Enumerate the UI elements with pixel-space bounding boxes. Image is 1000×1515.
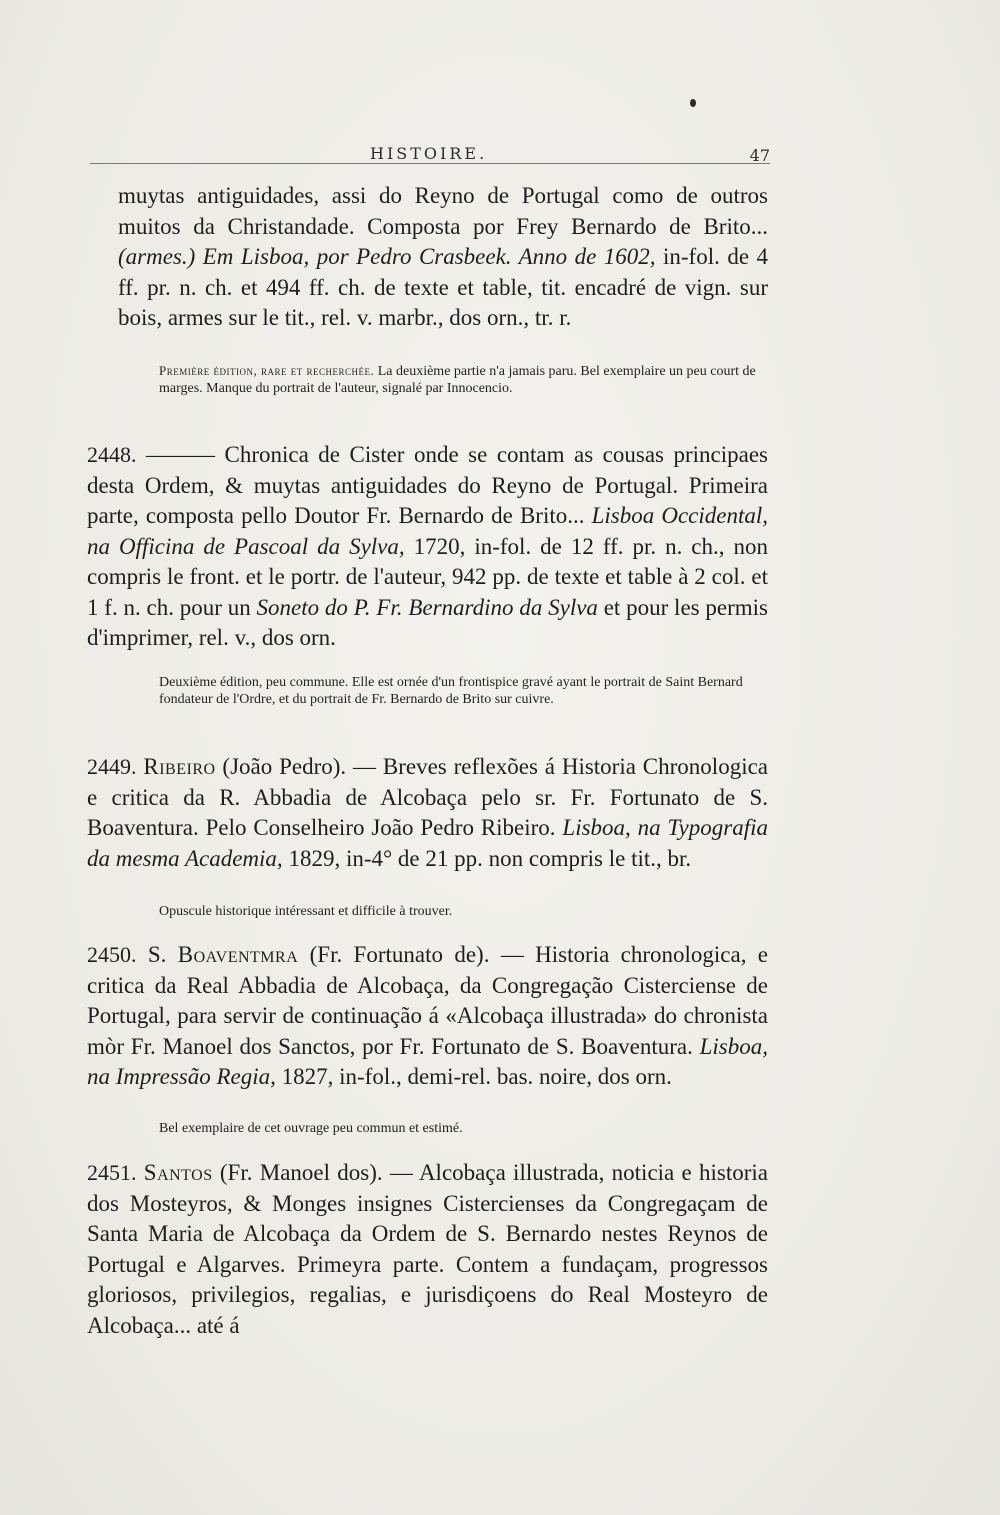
entry-number: 2451. (87, 1160, 137, 1185)
entry-note: Opuscule historique intéressant et difficile à trouver. (159, 904, 453, 919)
entry-italic-title: Soneto do P. Fr. Bernardino da Sylva (256, 594, 598, 620)
entry-number: 2449. (87, 754, 137, 779)
entry-text: et pour les permis d'imprimer, rel. v., dos orn. (87, 594, 768, 650)
page-number: 47 (749, 146, 770, 165)
entry-note (159, 362, 768, 397)
entry-text: 1829, in-4° de 21 pp. non compris le tit., br. (282, 845, 692, 871)
entry-continuation (118, 181, 768, 334)
entry-imprint: (armes.) Em Lisboa, por Pedro Crasbeek. Anno de 1602, (118, 244, 656, 269)
entry-imprint: Lisboa, na Typografia da mesma Academia, (87, 815, 768, 871)
entry-2451 (87, 1158, 768, 1341)
entry-2449 (87, 752, 768, 874)
entry-text: muytas antiguidades, assi do Reyno de Portugal como de outros muitos da Christandade. Composta por Frey Bernardo de Brito... (118, 183, 768, 239)
entry-text: Chronica de Cister onde se contam as cousas principaes desta Ordem, & muytas antiguidades do Reyno de Portugal. Primeira parte, composta pello Doutor Fr. Bernardo de Brito... (87, 442, 769, 528)
entry-text: in-fol. de 4 ff. pr. n. ch. et 494 ff. ch. de texte et table, tit. encadré de vign. sur bois, armes sur le tit., rel. v. marbr., dos orn., tr. r. (118, 244, 768, 330)
entry-number: 2450. (87, 942, 137, 967)
entry-author: Ribeiro (143, 754, 216, 779)
entry-imprint: Lisboa Occidental, na Officina de Pascoal da Sylva, (87, 503, 768, 559)
entry-author: Boaventmra (177, 942, 299, 967)
entry-text: 1720, in-fol. de 12 ff. pr. n. ch., non compris le front. et le portr. de l'auteur, 942 pp. de texte et table à 2 col. et 1 f. n. ch. pour un (87, 533, 768, 620)
note-caps: Première édition, rare et recherchée. (159, 363, 375, 378)
entry-text: (Fr. Manoel dos). — Alcobaça illustrada, noticia e historia dos Mosteyros, & Monges insignes Cistercienses da Congregaçam de Santa Maria de Alcobaça da Ordem de S. Bernardo nestes Reynos de Portugal e Algarves. Primeyra parte. Contem a fundaçam, progressos gloriosos, privilegios, regalias, e jurisdiçoens do Real Mosteyro de Alcobaça... até á (87, 1160, 768, 1338)
running-title: HISTOIRE. (370, 144, 488, 163)
entry-note: Bel exemplaire de cet ouvrage peu commun et estimé. (159, 1121, 463, 1136)
entry-text: 1827, in-fol., demi-rel. bas. noire, dos orn. (275, 1064, 672, 1089)
entry-2450 (87, 940, 768, 1093)
entry-text: (Fr. Fortunato de). — Historia chronologica, e critica da Real Abbadia de Alcobaça, da Congregação Cisterciense de Portugal, para servir de continuação á «Alcobaça illustrada» do chronista mòr Fr. Manoel dos Sanctos, por Fr. Fortunato de S. Boaventura. (87, 942, 769, 1059)
entry-imprint: Lisboa, na Impressão Regia, (87, 1033, 768, 1089)
entry-note: Deuxième édition, peu commune. Elle est ornée d'un frontispice gravé ayant le portrait de Saint Bernard fondateur de l'Ordre, et du portrait de Fr. Bernardo de Brito sur cuivre. (159, 675, 743, 707)
entry-number: 2448. (87, 442, 137, 467)
entry-author: Santos (143, 1160, 213, 1185)
entry-2448 (87, 440, 768, 654)
entry-dash: ——— (136, 442, 225, 467)
entry-author-prefix: S. (147, 942, 178, 967)
note-text: La deuxième partie n'a jamais paru. Bel exemplaire un peu court de marges. Manque du portrait de l'auteur, signalé par Innocencio. (159, 364, 756, 396)
entry-text: (João Pedro). — Breves reflexões á Historia Chronologica e critica da R. Abbadia de Alcobaça pelo sr. Fr. Fortunato de S. Boaventura. Pelo Conselheiro João Pedro Ribeiro. (87, 754, 769, 840)
